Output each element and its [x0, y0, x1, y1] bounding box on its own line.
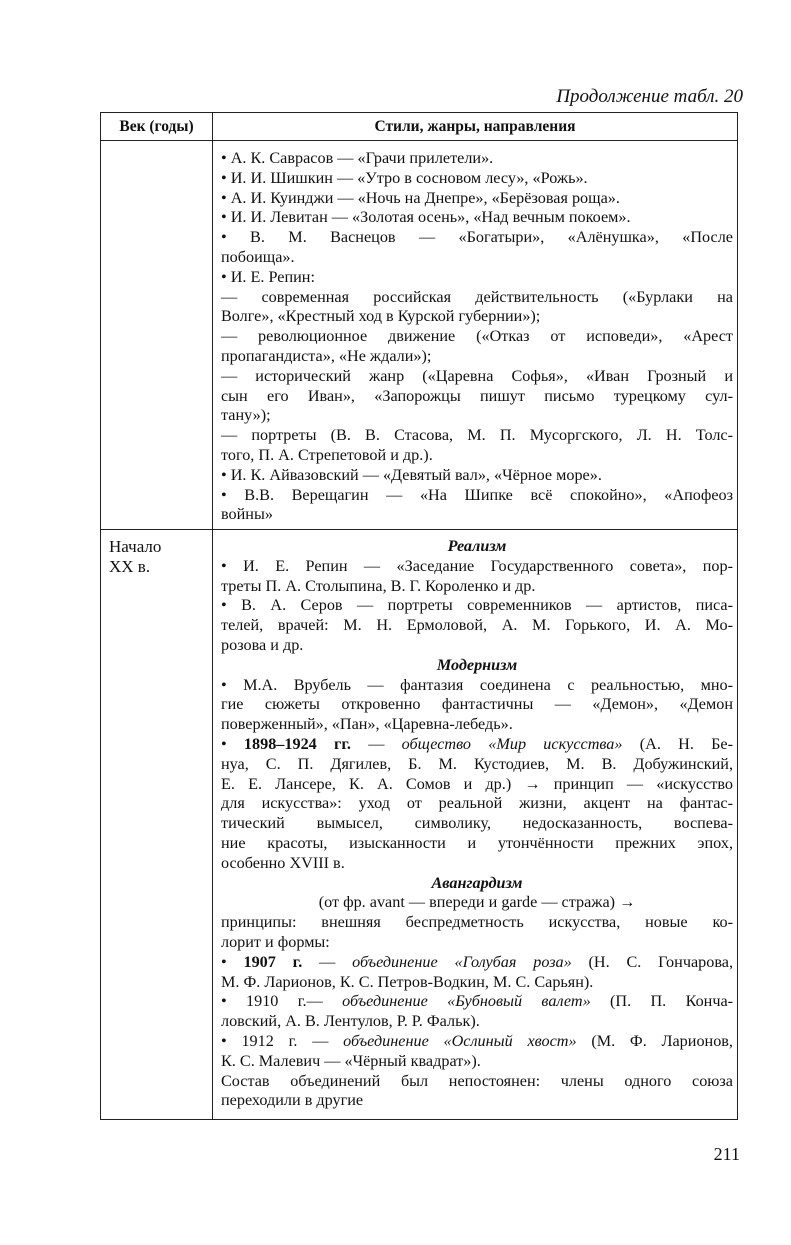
row1-line: — современная российская действительность («Бурлаки на	[221, 287, 733, 306]
modernism-line: гие сюжеты откровенно фантастичны — «Демон», «Демон	[221, 695, 733, 714]
union-item-line: • 1912 г. — объединение «Ослиный хвост» (М. Ф. Ларионов,	[221, 1031, 733, 1050]
avantgarde-line: принципы: внешняя беспредметность искусства, новые ко-	[221, 913, 733, 932]
realism-line: телей, врачей: М. Н. Ермоловой, А. М. Горького, И. А. Мо-	[221, 616, 733, 635]
union-item-line: К. С. Малевич — «Чёрный квадрат»).	[221, 1051, 481, 1070]
row1-line: • И. И. Шишкин — «Утро в сосновом лесу», «Рожь».	[221, 168, 588, 187]
section-heading-avantgarde: Авангардизм	[431, 873, 523, 892]
row1-line: • В. М. Васнецов — «Богатыри», «Алёнушка», «После	[221, 228, 733, 247]
row1-line: войны»	[221, 505, 273, 524]
union-members: (М. Ф. Ларионов,	[576, 1031, 733, 1050]
realism-line: • И. Е. Репин — «Заседание Государственного совета», пор-	[221, 556, 733, 575]
realism-line: • В. А. Серов — портреты современников — артистов, писа-	[221, 596, 733, 615]
row-divider	[101, 529, 737, 530]
header-divider	[101, 140, 737, 141]
section-heading-modernism: Модернизм	[436, 655, 518, 674]
row1-line: — исторический жанр («Царевна Софья», «Иван Грозный и	[221, 366, 733, 385]
union-item-line: М. Ф. Ларионов, К. С. Петров-Водкин, М. С. Сарьян).	[221, 972, 594, 991]
art-styles-table	[100, 112, 738, 1120]
union-year: 1907 г.	[243, 952, 303, 971]
row1-line: • В.В. Верещагин — «На Шипке всё спокойно», «Апофеоз	[221, 485, 733, 504]
mir-iskusstva-line: особенно XVIII в.	[221, 853, 345, 872]
bullet: •	[221, 734, 244, 753]
row2-period-cell	[109, 537, 161, 577]
union-name: объединение «Ослиный хвост»	[343, 1031, 577, 1050]
dash: —	[306, 992, 343, 1011]
years-bold: 1898–1924 гг.	[243, 734, 351, 753]
members-start: (А. Н. Бе-	[622, 734, 733, 753]
row1-line: • И. И. Левитан — «Золотая осень», «Над вечным покоем».	[221, 208, 631, 227]
union-name: объединение «Бубновый валет»	[342, 992, 591, 1011]
period-line: XX в.	[109, 556, 151, 576]
mir-iskusstva-line: ние красоты, изысканности и утончённости прежних эпох,	[221, 833, 733, 852]
modernism-line: • М.А. Врубель — фантазия соединена с реальностью, мно-	[221, 675, 733, 694]
header-styles: Стили, жанры, направления	[374, 118, 576, 135]
union-members: (Н. С. Гончарова,	[571, 952, 733, 971]
avantgarde-line: лорит и формы:	[221, 932, 330, 951]
table-continuation-label: Продолжение табл. 20	[556, 86, 743, 107]
row1-line: тану»);	[221, 406, 271, 425]
dash: —	[302, 952, 353, 971]
union-item-line: ловский, А. В. Лентулов, Р. Р. Фальк).	[221, 1012, 480, 1031]
row1-line: того, П. А. Стрепетовой и др.).	[221, 445, 433, 464]
union-item-line: • 1910 г.— объединение «Бубновый валет» (П. П. Конча-	[221, 992, 734, 1011]
mir-iskusstva-line: для искусства»: уход от реальной жизни, акцент на фантас-	[221, 794, 733, 813]
mir-iskusstva-line: тический вымысел, символику, недосказанность, воспева-	[221, 814, 733, 833]
row1-styles-cell	[221, 149, 733, 525]
row1-line: • А. И. Куинджи — «Ночь на Днепре», «Берёзовая роща».	[221, 188, 620, 207]
union-year: 1910 г.	[246, 992, 307, 1011]
row1-line: пропагандиста», «Не ждали»);	[221, 346, 432, 365]
mir-iskusstva-line: нуа, С. П. Дягилев, Б. М. Кустодиев, М. В. Добужинский,	[221, 754, 733, 773]
row1-line: побоища».	[221, 247, 295, 266]
society-name: общество «Мир искусства»	[401, 734, 623, 753]
mir-iskusstva-line	[221, 735, 733, 755]
modernism-line: поверженный», «Пан», «Царевна-лебедь».	[221, 715, 513, 734]
page-number: 211	[713, 1144, 740, 1164]
union-members: (П. П. Конча-	[590, 992, 734, 1011]
avantgarde-etymology: (от фр. avant — впереди и garde — стража) →	[318, 893, 636, 912]
column-divider	[212, 113, 213, 1119]
row1-line: Волге», «Крестный ход в Курской губернии»);	[221, 307, 541, 326]
row1-line: — революционное движение («Отказ от исповеди», «Арест	[221, 327, 733, 346]
dash: —	[297, 1031, 344, 1050]
closing-line: Состав объединений был непостоянен: члены одного союза	[221, 1071, 733, 1090]
mir-iskusstva-line: Е. Е. Лансере, К. А. Сомов и др.) → принцип — «искусство	[221, 774, 733, 793]
row1-line: • И. К. Айвазовский — «Девятый вал», «Чёрное море».	[221, 465, 602, 484]
header-century: Век (годы)	[119, 118, 194, 135]
row1-line: сын его Иван», «Запорожцы пишут письмо турецкому сул-	[221, 386, 733, 405]
row2-styles-cell	[221, 537, 733, 1111]
union-year: 1912 г.	[241, 1031, 298, 1050]
closing-line: переходили в другие	[221, 1091, 364, 1110]
realism-line: треты П. А. Столыпина, В. Г. Короленко и др.	[221, 576, 536, 595]
row1-line: • А. К. Саврасов — «Грачи прилетели».	[221, 149, 494, 167]
section-heading-realism: Реализм	[447, 537, 507, 555]
row1-line: • И. Е. Репин:	[221, 267, 315, 286]
dash: —	[350, 734, 402, 753]
row1-line: — портреты (В. В. Стасова, М. П. Мусоргского, Л. Н. Толс-	[221, 426, 733, 445]
period-line: Начало	[109, 537, 162, 556]
union-name: объединение «Голубая роза»	[352, 952, 572, 971]
realism-line: розова и др.	[221, 635, 304, 654]
union-item-line: • 1907 г. — объединение «Голубая роза» (Н. С. Гончарова,	[221, 952, 733, 971]
